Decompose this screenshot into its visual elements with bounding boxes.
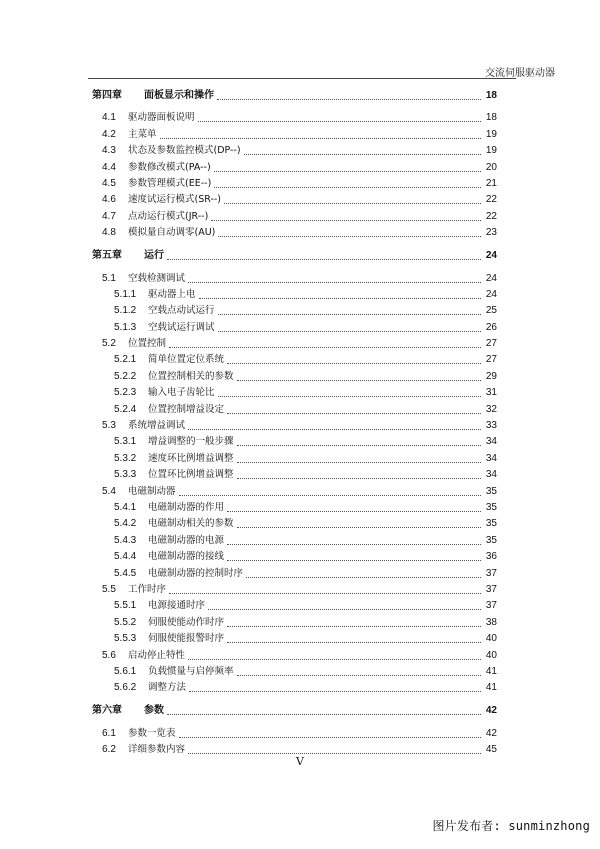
toc-entry-title: 参数	[144, 705, 164, 717]
toc-dot-leader	[227, 642, 481, 643]
page-header-title: 交流伺服驱动器	[485, 68, 555, 79]
toc-entry-title: 参数管理模式(EE--)	[128, 177, 212, 189]
toc-entry-title: 电磁制动器	[128, 485, 176, 497]
toc-entry-number: 5.2.3	[114, 387, 137, 399]
toc-entry[interactable]	[92, 108, 497, 124]
toc-entry-number: 6.2	[102, 744, 116, 756]
toc-entry-number: 6.1	[102, 727, 116, 739]
toc-chapter-entry[interactable]	[92, 701, 497, 717]
toc-entry[interactable]	[92, 399, 497, 415]
toc-entry-page: 41	[485, 682, 497, 694]
toc-dot-leader	[227, 544, 481, 545]
toc-entry[interactable]	[92, 498, 497, 514]
toc-entry-title: 速度试运行模式(SR--)	[128, 194, 222, 206]
toc-entry-title: 位置控制	[128, 338, 167, 350]
toc-dot-leader	[244, 154, 481, 155]
toc-entry-page: 23	[485, 227, 497, 239]
toc-dot-leader	[160, 138, 481, 139]
toc-entry-title: 参数一览表	[128, 727, 176, 739]
toc-chapter-entry[interactable]	[92, 86, 497, 102]
toc-entry-title: 运行	[144, 250, 164, 262]
toc-entry-page: 32	[485, 403, 497, 415]
toc-entry-number: 5.2.1	[114, 354, 137, 366]
toc-entry-title: 电磁制动器的电源	[148, 534, 225, 546]
toc-entry-title: 输入电子齿轮比	[148, 387, 215, 399]
toc-entry-number: 5.5.3	[114, 633, 137, 645]
toc-entry[interactable]	[92, 547, 497, 563]
toc-entry-number: 5.3.1	[114, 436, 137, 448]
toc-entry-number: 第六章	[92, 705, 122, 717]
toc-entry-page: 27	[485, 338, 497, 350]
toc-dot-leader	[167, 259, 481, 260]
toc-entry-number: 5.5.2	[114, 616, 137, 628]
watermark: 图片发布者: sunminzhong	[432, 819, 590, 833]
toc-dot-leader	[179, 495, 481, 496]
toc-entry[interactable]	[92, 514, 497, 530]
toc-dot-leader	[224, 203, 481, 204]
toc-dot-leader	[211, 220, 481, 221]
toc-entry-number: 4.1	[102, 112, 116, 124]
toc-entry-page: 18	[485, 90, 497, 101]
toc-entry-number: 4.2	[102, 128, 116, 140]
toc-entry-number: 5.1.1	[114, 288, 137, 300]
toc-entry[interactable]	[92, 285, 497, 301]
toc-entry-page: 31	[485, 387, 497, 399]
toc-entry-number: 5.4.1	[114, 501, 137, 513]
toc-entry-title: 空载试运行调试	[148, 321, 215, 333]
toc-entry-page: 19	[485, 128, 497, 140]
toc-dot-leader	[237, 462, 481, 463]
toc-entry-title: 调整方法	[148, 682, 187, 694]
toc-entry-page: 18	[485, 112, 497, 124]
toc-entry[interactable]	[92, 530, 497, 546]
toc-entry-title: 增益调整的一般步骤	[148, 436, 234, 448]
page-number: V	[296, 755, 304, 768]
toc-entry-number: 4.6	[102, 194, 116, 206]
toc-entry[interactable]	[92, 645, 497, 661]
toc-dot-leader	[188, 753, 481, 754]
toc-chapter-entry[interactable]	[92, 246, 497, 262]
toc-entry-page: 24	[485, 250, 497, 262]
toc-entry-title: 空载检测调试	[128, 272, 186, 284]
toc-entry-title: 启动停止特性	[128, 649, 186, 661]
toc-entry-page: 45	[485, 744, 497, 756]
toc-entry-number: 5.3	[102, 420, 116, 432]
toc-entry[interactable]	[92, 366, 497, 382]
toc-entry-title: 电磁制动器的控制时序	[148, 567, 244, 579]
toc-entry-title: 电磁制动器的接线	[148, 551, 225, 563]
toc-entry-title: 系统增益调试	[128, 420, 186, 432]
toc-entry[interactable]	[92, 580, 497, 596]
toc-dot-leader	[189, 691, 481, 692]
toc-dot-leader	[237, 445, 481, 446]
toc-dot-leader	[227, 511, 481, 512]
toc-entry-page: 20	[485, 161, 497, 173]
toc-entry-page: 25	[485, 305, 497, 317]
toc-entry-title: 状态及参数监控模式(DP--)	[128, 145, 241, 157]
toc-entry-title: 简单位置定位系统	[148, 354, 225, 366]
toc-entry[interactable]	[92, 268, 497, 284]
toc-dot-leader	[188, 429, 481, 430]
toc-entry-number: 4.3	[102, 145, 116, 157]
toc-dot-leader	[218, 331, 481, 332]
toc-dot-leader	[214, 171, 481, 172]
toc-entry-number: 5.2.2	[114, 370, 137, 382]
toc-entry-title: 电磁制动器的作用	[148, 501, 225, 513]
toc-entry-page: 22	[485, 210, 497, 222]
toc-entry-title: 伺服使能动作时序	[148, 616, 225, 628]
toc-entry[interactable]	[92, 432, 497, 448]
toc-entry-number: 第五章	[92, 250, 122, 262]
toc-dot-leader	[199, 298, 481, 299]
toc-entry[interactable]	[92, 190, 497, 206]
toc-entry-number: 4.8	[102, 227, 116, 239]
toc-dot-leader	[169, 593, 481, 594]
toc-entry[interactable]	[92, 223, 497, 239]
toc-dot-leader	[179, 737, 481, 738]
toc-entry-page: 40	[485, 649, 497, 661]
toc-dot-leader	[218, 314, 481, 315]
toc-entry[interactable]	[92, 563, 497, 579]
toc-entry-number: 4.7	[102, 210, 116, 222]
toc-dot-leader	[237, 675, 481, 676]
toc-entry-number: 5.2.4	[114, 403, 137, 415]
toc-entry-number: 5.5	[102, 583, 116, 595]
toc-entry[interactable]	[92, 350, 497, 366]
toc-entry-page: 22	[485, 194, 497, 206]
toc-entry-title: 面板显示和操作	[144, 90, 214, 101]
toc-entry-page: 33	[485, 420, 497, 432]
toc-entry-title: 位置控制增益设定	[148, 403, 225, 415]
toc-entry-number: 第四章	[92, 90, 122, 101]
toc-entry-title: 位置环比例增益调整	[148, 469, 234, 481]
toc-entry[interactable]	[92, 206, 497, 222]
toc-dot-leader	[227, 626, 481, 627]
toc-entry-number: 5.4.4	[114, 551, 137, 563]
toc-entry[interactable]	[92, 596, 497, 612]
toc-entry[interactable]	[92, 416, 497, 432]
toc-entry-page: 35	[485, 518, 497, 530]
toc-entry-page: 35	[485, 534, 497, 546]
table-of-contents	[92, 86, 497, 756]
toc-entry-title: 详细参数内容	[128, 744, 186, 756]
toc-entry-number: 5.4	[102, 485, 116, 497]
toc-entry-page: 24	[485, 288, 497, 300]
toc-entry-page: 34	[485, 452, 497, 464]
toc-entry-number: 5.6	[102, 649, 116, 661]
toc-dot-leader	[218, 396, 481, 397]
toc-dot-leader	[188, 282, 481, 283]
toc-entry-number: 4.4	[102, 161, 116, 173]
toc-dot-leader	[214, 187, 481, 188]
toc-entry[interactable]	[92, 612, 497, 628]
toc-entry-title: 电源接通时序	[148, 600, 206, 612]
toc-entry-page: 37	[485, 600, 497, 612]
toc-dot-leader	[237, 527, 481, 528]
toc-entry[interactable]	[92, 629, 497, 645]
toc-entry-page: 29	[485, 370, 497, 382]
toc-entry-number: 5.1	[102, 272, 116, 284]
toc-dot-leader	[208, 609, 481, 610]
toc-entry-title: 参数修改模式(PA--)	[128, 161, 211, 173]
toc-dot-leader	[246, 577, 481, 578]
toc-dot-leader	[237, 478, 481, 479]
toc-entry-number: 5.5.1	[114, 600, 137, 612]
toc-entry-page: 38	[485, 616, 497, 628]
toc-entry-page: 35	[485, 485, 497, 497]
toc-entry-number: 5.2	[102, 338, 116, 350]
toc-dot-leader	[217, 99, 481, 100]
toc-entry-page: 19	[485, 145, 497, 157]
toc-entry-page: 21	[485, 177, 497, 189]
toc-entry-number: 5.6.1	[114, 665, 137, 677]
toc-entry-number: 5.4.5	[114, 567, 137, 579]
toc-entry-title: 电磁制动相关的参数	[148, 518, 234, 530]
toc-entry[interactable]	[92, 465, 497, 481]
toc-entry[interactable]	[92, 317, 497, 333]
toc-entry-title: 主菜单	[128, 128, 157, 140]
toc-entry-number: 5.4.2	[114, 518, 137, 530]
toc-entry-page: 26	[485, 321, 497, 333]
toc-entry-title: 速度环比例增益调整	[148, 452, 234, 464]
toc-entry-number: 5.1.3	[114, 321, 137, 333]
toc-entry-page: 42	[485, 727, 497, 739]
toc-entry-page: 36	[485, 551, 497, 563]
toc-dot-leader	[237, 380, 481, 381]
toc-entry-page: 40	[485, 633, 497, 645]
toc-dot-leader	[169, 347, 481, 348]
toc-entry-page: 42	[485, 705, 497, 717]
toc-entry-number: 4.5	[102, 177, 116, 189]
toc-dot-leader	[167, 714, 481, 715]
toc-entry[interactable]	[92, 740, 497, 756]
toc-entry-page: 34	[485, 436, 497, 448]
toc-dot-leader	[188, 659, 481, 660]
toc-dot-leader	[198, 121, 481, 122]
toc-entry-page: 34	[485, 469, 497, 481]
toc-entry[interactable]	[92, 301, 497, 317]
toc-entry-title: 负载惯量与启停频率	[148, 665, 234, 677]
toc-entry-title: 模拟量自动调零(AU)	[128, 227, 216, 239]
toc-entry[interactable]	[92, 124, 497, 140]
toc-entry-number: 5.1.2	[114, 305, 137, 317]
toc-entry[interactable]	[92, 141, 497, 157]
toc-entry-number: 5.3.2	[114, 452, 137, 464]
toc-entry[interactable]	[92, 157, 497, 173]
toc-entry-title: 空载点动试运行	[148, 305, 215, 317]
toc-entry[interactable]	[92, 723, 497, 739]
toc-entry-page: 24	[485, 272, 497, 284]
toc-entry[interactable]	[92, 383, 497, 399]
toc-entry-number: 5.6.2	[114, 682, 137, 694]
toc-entry-title: 驱动器面板说明	[128, 112, 195, 124]
toc-entry-title: 位置控制相关的参数	[148, 370, 234, 382]
toc-entry-title: 点动运行模式(JR--)	[128, 210, 209, 222]
toc-entry[interactable]	[92, 481, 497, 497]
toc-entry[interactable]	[92, 678, 497, 694]
toc-entry-page: 37	[485, 583, 497, 595]
toc-entry-page: 27	[485, 354, 497, 366]
toc-dot-leader	[227, 363, 481, 364]
toc-entry[interactable]	[92, 448, 497, 464]
toc-dot-leader	[218, 236, 481, 237]
header-rule	[88, 78, 516, 79]
toc-entry-page: 35	[485, 501, 497, 513]
toc-dot-leader	[227, 560, 481, 561]
toc-entry-number: 5.3.3	[114, 469, 137, 481]
toc-entry[interactable]	[92, 334, 497, 350]
toc-entry-title: 驱动器上电	[148, 288, 196, 300]
toc-entry-page: 41	[485, 665, 497, 677]
toc-entry-number: 5.4.3	[114, 534, 137, 546]
toc-entry-page: 37	[485, 567, 497, 579]
toc-entry[interactable]	[92, 174, 497, 190]
toc-entry-title: 伺服使能报警时序	[148, 633, 225, 645]
toc-entry[interactable]	[92, 662, 497, 678]
toc-dot-leader	[227, 413, 481, 414]
toc-entry-title: 工作时序	[128, 583, 167, 595]
